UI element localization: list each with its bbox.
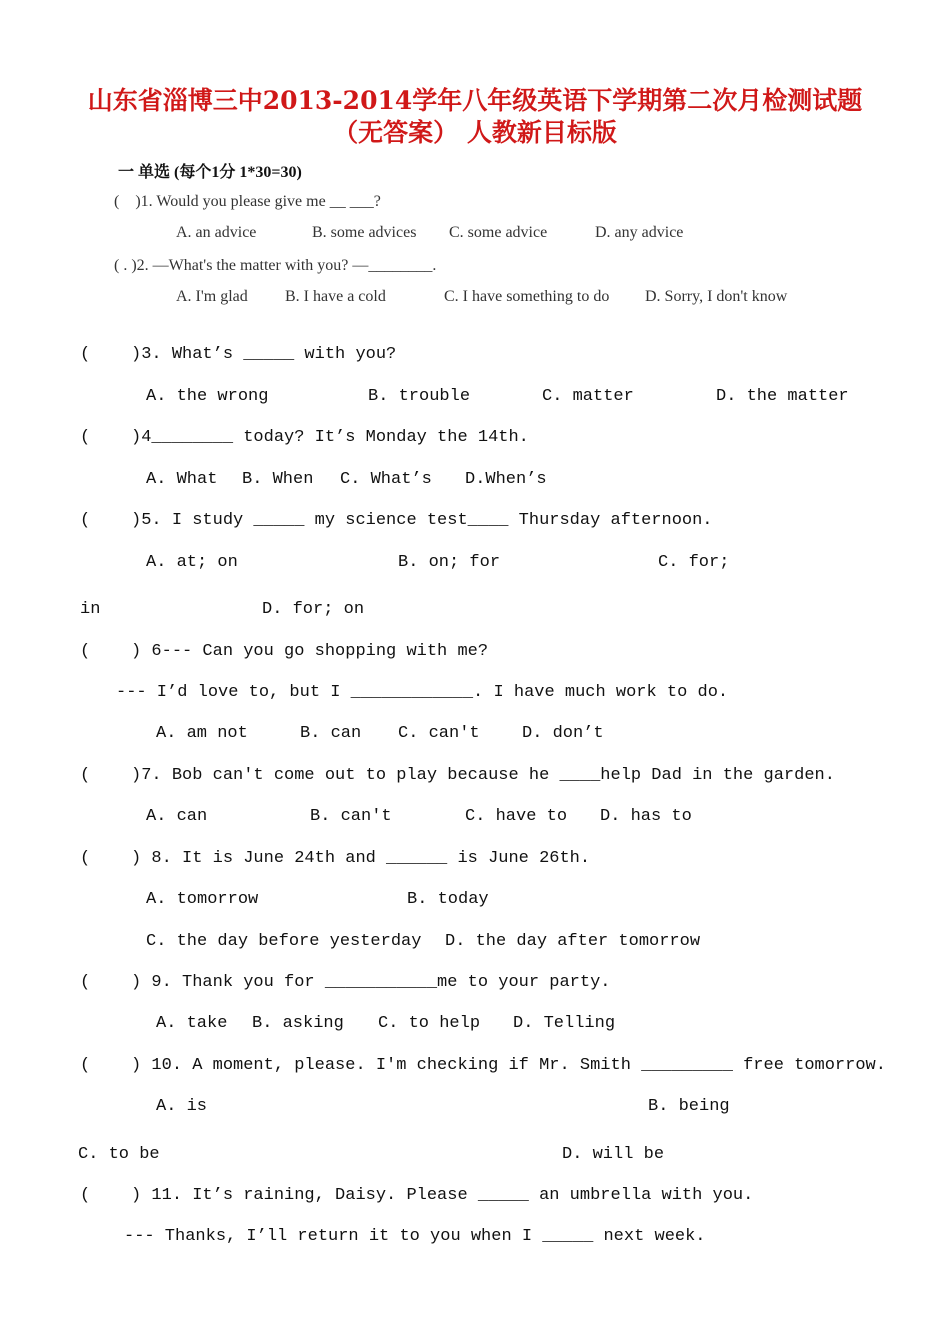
q5-option-d: D. for; on xyxy=(262,600,365,619)
q8-option-d: D. the day after tomorrow xyxy=(445,932,701,951)
q2-stem: ( . )2. —What's the matter with you? —________. xyxy=(114,257,437,274)
q9-stem: ( ) 9. Thank you for ___________me to your party. xyxy=(80,973,611,992)
q9-option-d: D. Telling xyxy=(513,1014,616,1033)
q3-option-a: A. the wrong xyxy=(146,387,269,406)
q2-option-d: D. Sorry, I don't know xyxy=(645,288,788,305)
q1-stem: ( )1. Would you please give me __ ___? xyxy=(114,193,381,210)
q4-option-b: B. When xyxy=(242,470,314,489)
q8-option-b: B. today xyxy=(407,890,489,909)
q1-option-b: B. some advices xyxy=(312,224,417,241)
q2-option-b: B. I have a cold xyxy=(285,288,386,305)
q6-stem: ( ) 6--- Can you go shopping with me? xyxy=(80,642,489,661)
q11-reply: --- Thanks, I’ll return it to you when I _____ next week. xyxy=(124,1227,706,1246)
q9-option-c: C. to help xyxy=(378,1014,481,1033)
q3-stem: ( )3. What’s _____ with you? xyxy=(80,345,397,364)
q6-option-a: A. am not xyxy=(156,724,248,743)
q6-option-b: B. can xyxy=(300,724,362,743)
q7-option-c: C. have to xyxy=(465,807,568,826)
q9-option-b: B. asking xyxy=(252,1014,344,1033)
q8-stem: ( ) 8. It is June 24th and ______ is June 26th. xyxy=(80,849,591,868)
q9-option-a: A. take xyxy=(156,1014,228,1033)
q10-stem: ( ) 10. A moment, please. I'm checking if Mr. Smith _________ free tomorrow. xyxy=(80,1056,886,1075)
section-heading: 一 单选 (每个1分 1*30=30) xyxy=(118,164,302,181)
q4-option-a: A. What xyxy=(146,470,218,489)
q2-option-a: A. I'm glad xyxy=(176,288,248,305)
q10-option-a: A. is xyxy=(156,1097,208,1116)
q8-option-c: C. the day before yesterday xyxy=(146,932,422,951)
q3-option-c: C. matter xyxy=(542,387,634,406)
q1-option-a: A. an advice xyxy=(176,224,257,241)
q7-stem: ( )7. Bob can't come out to play because he ____help Dad in the garden. xyxy=(80,766,835,785)
q2-option-c: C. I have something to do xyxy=(444,288,610,305)
q3-option-d: D. the matter xyxy=(716,387,849,406)
q4-option-d: D.When’s xyxy=(465,470,547,489)
q1-option-d: D. any advice xyxy=(595,224,684,241)
q7-option-b: B. can't xyxy=(310,807,392,826)
q5-option-c-continued: in xyxy=(80,600,101,619)
q10-option-b: B. being xyxy=(648,1097,730,1116)
q4-option-c: C. What’s xyxy=(340,470,432,489)
q6-option-c: C. can't xyxy=(398,724,480,743)
q6-option-d: D. don’t xyxy=(522,724,604,743)
q10-option-d: D. will be xyxy=(562,1145,665,1164)
document-title-line-2: （无答案） 人教新目标版 xyxy=(333,118,617,147)
q11-stem: ( ) 11. It’s raining, Daisy. Please _____ an umbrella with you. xyxy=(80,1186,754,1205)
q8-option-a: A. tomorrow xyxy=(146,890,259,909)
q1-option-c: C. some advice xyxy=(449,224,548,241)
q5-option-b: B. on; for xyxy=(398,553,501,572)
q7-option-a: A. can xyxy=(146,807,208,826)
q4-stem: ( )4________ today? It’s Monday the 14th. xyxy=(80,428,529,447)
q5-option-a: A. at; on xyxy=(146,553,238,572)
q5-option-c: C. for; xyxy=(658,553,730,572)
q3-option-b: B. trouble xyxy=(368,387,471,406)
q5-stem: ( )5. I study _____ my science test____ Thursday afternoon. xyxy=(80,511,713,530)
document-title-line-1: 山东省淄博三中2013-2014学年八年级英语下学期第二次月检测试题 xyxy=(87,86,863,115)
q7-option-d: D. has to xyxy=(600,807,692,826)
q6-reply: --- I’d love to, but I ____________. I have much work to do. xyxy=(116,683,729,702)
q10-option-c: C. to be xyxy=(78,1145,160,1164)
